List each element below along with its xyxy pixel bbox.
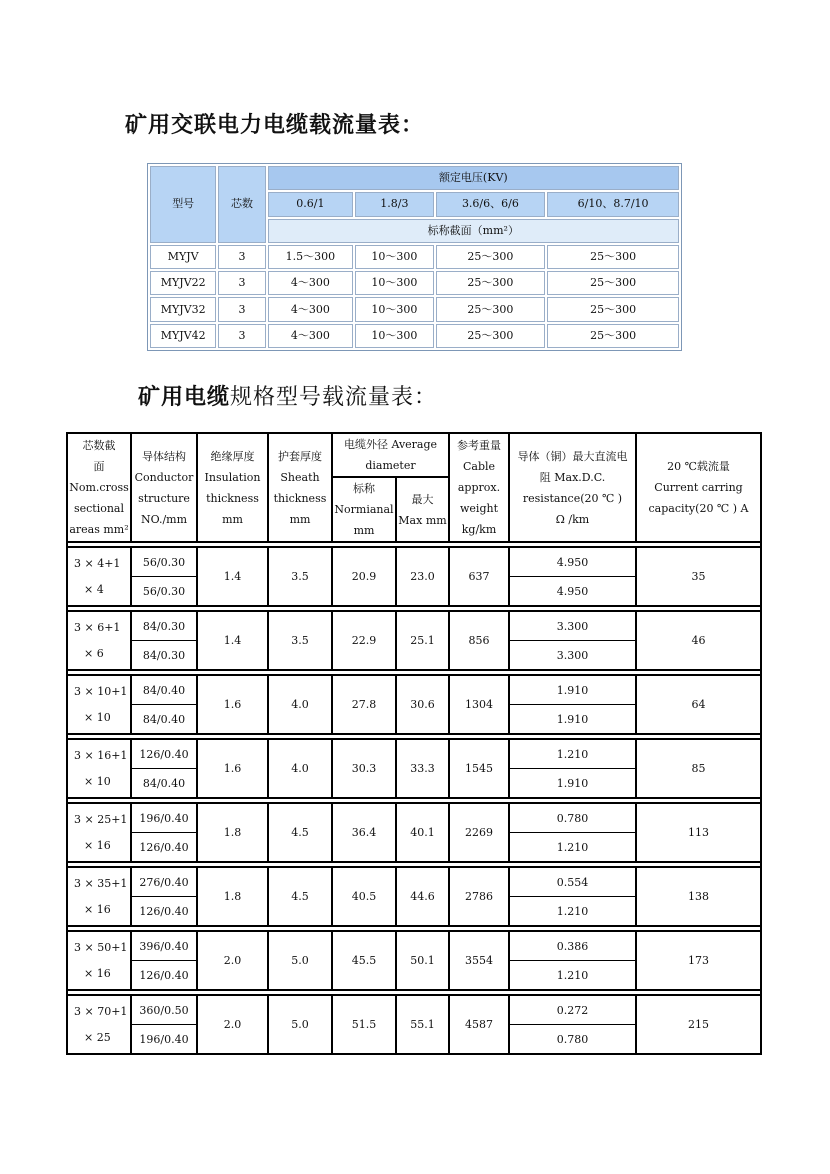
- header-line: 20 ℃载流量: [667, 460, 730, 473]
- header-line: Current carring: [654, 481, 743, 494]
- header-insulation: [198, 434, 269, 543]
- spec-cell: [68, 612, 132, 671]
- capacity-cell: 138: [637, 868, 760, 927]
- conductor-cell: 84/0.40: [132, 676, 198, 705]
- header-line: diameter: [365, 459, 416, 472]
- resistance-cell: 3.300: [510, 612, 637, 641]
- weight-cell: 856: [450, 612, 510, 671]
- nominal-cell: 45.5: [333, 932, 397, 991]
- header-lines: [132, 446, 196, 530]
- header-weight: [450, 434, 510, 543]
- resistance-cell: 0.780: [510, 1025, 637, 1053]
- resistance-cell: 1.210: [510, 740, 637, 769]
- header-line: 阻 Max.D.C.: [539, 470, 606, 484]
- resistance-cell: 0.554: [510, 868, 637, 897]
- weight-cell: 2269: [450, 804, 510, 863]
- header-lines: [333, 478, 395, 541]
- sheath-cell: 4.0: [269, 740, 333, 799]
- max-cell: 44.6: [397, 868, 450, 927]
- cores-cell: 3: [218, 324, 265, 348]
- sheath-cell: 4.0: [269, 676, 333, 735]
- spec-line: 3 × 10+1: [74, 684, 128, 698]
- header-line: 电缆外径 Average: [343, 438, 438, 451]
- range-cell: 25～300: [547, 324, 679, 348]
- conductor-cell: 84/0.30: [132, 612, 198, 641]
- resistance-cell: 1.210: [510, 897, 637, 927]
- weight-cell: 1545: [450, 740, 510, 799]
- weight-cell: 637: [450, 548, 510, 607]
- sheath-cell: 4.5: [269, 868, 333, 927]
- current-capacity-table-xlpe: [147, 163, 682, 351]
- resistance-cell: 3.300: [510, 641, 637, 671]
- spec-cell: [68, 932, 132, 991]
- sheath-cell: 5.0: [269, 996, 333, 1053]
- table-row: [68, 676, 760, 705]
- resistance-cell: 1.210: [510, 961, 637, 991]
- spec-line: 3 × 4+1: [74, 556, 121, 570]
- range-cell: 10～300: [355, 297, 433, 321]
- voltage-header: 6/10、8.7/10: [547, 192, 679, 216]
- resistance-cell: 1.210: [510, 833, 637, 863]
- header-cores: 芯数: [218, 166, 265, 243]
- header-lines: [68, 435, 130, 540]
- range-cell: 25～300: [547, 297, 679, 321]
- header-line: 面: [93, 460, 105, 473]
- spec-cell: [68, 804, 132, 863]
- conductor-cell: 126/0.40: [132, 833, 198, 863]
- resistance-cell: 4.950: [510, 577, 637, 607]
- voltage-header: 3.6/6、6/6: [436, 192, 546, 216]
- header-line: Nom.cross: [69, 481, 129, 494]
- model-cell: MYJV32: [150, 297, 216, 321]
- table-row: [150, 297, 679, 321]
- header-line: 最大: [411, 492, 434, 506]
- header-sheath: [269, 434, 333, 543]
- spec-line: 3 × 50+1: [74, 940, 128, 954]
- header-line: thickness: [273, 491, 327, 505]
- spec-line: × 25: [84, 1030, 111, 1044]
- table-row: [150, 245, 679, 269]
- header-line: thickness: [206, 491, 259, 505]
- spec-cell: [68, 548, 132, 607]
- header-max: [397, 478, 450, 543]
- range-cell: 1.5～300: [268, 245, 353, 269]
- conductor-cell: 84/0.40: [132, 769, 198, 799]
- header-line: NO./mm: [140, 512, 188, 526]
- conductor-cell: 196/0.40: [132, 1025, 198, 1053]
- capacity-cell: 35: [637, 548, 760, 607]
- header-line: Ω /km: [555, 512, 590, 526]
- nominal-cell: 36.4: [333, 804, 397, 863]
- insulation-cell: 1.4: [198, 548, 269, 607]
- voltage-header: 1.8/3: [355, 192, 433, 216]
- header-lines: [510, 446, 635, 530]
- header-line: sectional: [73, 502, 125, 515]
- spec-line: × 16: [84, 838, 111, 852]
- header-lines: [198, 446, 267, 530]
- capacity-cell: 215: [688, 1018, 709, 1031]
- insulation-cell: 2.0: [198, 932, 269, 991]
- cores-cell: 3: [218, 271, 265, 295]
- table-row: [68, 932, 760, 961]
- table-row: [68, 868, 760, 897]
- table-row: [68, 740, 760, 769]
- sheath-cell: 5.0: [269, 932, 333, 991]
- header-line: mm: [222, 512, 243, 526]
- spec-line: 3 × 6+1: [74, 620, 121, 634]
- range-cell: 4～300: [268, 271, 353, 295]
- header-line: Insulation: [204, 470, 261, 484]
- conductor-cell: 276/0.40: [132, 868, 198, 897]
- header-line: resistance(20 ℃ ): [522, 491, 623, 505]
- resistance-cell: 0.386: [510, 932, 637, 961]
- conductor-cell: 196/0.40: [132, 804, 198, 833]
- header-line: mm: [289, 512, 311, 526]
- header-line: Conductor: [134, 470, 194, 484]
- max-cell: 40.1: [397, 804, 450, 863]
- spec-line: × 10: [84, 710, 111, 724]
- sheath-cell: 3.5: [269, 548, 333, 607]
- nominal-cell: 20.9: [333, 548, 397, 607]
- header-line: 参考重量: [457, 439, 501, 452]
- weight-cell: 3554: [450, 932, 510, 991]
- header-section: 标称截面（mm²）: [268, 219, 679, 243]
- insulation-cell: 1.6: [198, 676, 269, 735]
- weight-cell: 4587: [450, 996, 510, 1053]
- spec-line: 3 × 35+1: [74, 876, 128, 890]
- table2-title: [138, 380, 437, 411]
- spec-cell: [68, 868, 132, 927]
- resistance-cell: 1.910: [510, 769, 637, 799]
- cable-spec-table: [66, 432, 762, 1055]
- header-line: mm: [353, 524, 375, 537]
- range-cell: 10～300: [355, 271, 433, 295]
- spec-line: × 4: [84, 582, 104, 596]
- conductor-cell: 56/0.30: [132, 548, 198, 577]
- header-line: Max mm: [398, 513, 447, 527]
- insulation-cell: 1.4: [198, 612, 269, 671]
- max-cell: 55.1: [397, 996, 450, 1053]
- conductor-cell: 360/0.50: [132, 996, 198, 1025]
- spec-line: × 16: [84, 966, 111, 980]
- resistance-cell: 0.272: [510, 996, 637, 1025]
- header-line: 芯数截: [82, 439, 116, 452]
- capacity-cell: 113: [637, 804, 760, 863]
- spec-line: 3 × 70+1: [74, 1004, 128, 1018]
- resistance-cell: 4.950: [510, 548, 637, 577]
- header-line: weight: [460, 502, 498, 515]
- header-lines: [397, 489, 448, 531]
- header-area: [68, 434, 132, 543]
- spec-line: 3 × 25+1: [74, 812, 128, 826]
- header-line: 绝缘厚度: [210, 449, 255, 463]
- resistance-cell: 1.910: [510, 705, 637, 735]
- insulation-cell: 1.8: [198, 804, 269, 863]
- voltage-header: 0.6/1: [268, 192, 353, 216]
- max-cell: 25.1: [397, 612, 450, 671]
- nominal-cell: 40.5: [333, 868, 397, 927]
- model-cell: MYJV22: [150, 271, 216, 295]
- cores-cell: 3: [218, 245, 265, 269]
- resistance-cell: 0.780: [510, 804, 637, 833]
- nominal-cell: 51.5: [333, 996, 397, 1053]
- model-cell: MYJV42: [150, 324, 216, 348]
- header-line: Normianal: [334, 503, 394, 516]
- header-line: Sheath: [280, 470, 320, 484]
- table-row: [68, 804, 760, 833]
- max-cell: 30.6: [397, 676, 450, 735]
- range-cell: 25～300: [547, 271, 679, 295]
- header-model: 型号: [150, 166, 216, 243]
- insulation-cell: 1.6: [198, 740, 269, 799]
- spec-cell: [68, 676, 132, 735]
- model-cell: MYJV: [150, 245, 216, 269]
- range-cell: 10～300: [355, 245, 433, 269]
- max-cell: 33.3: [397, 740, 450, 799]
- spec-cell: [68, 740, 132, 799]
- header-line: approx.: [457, 481, 501, 494]
- range-cell: 25～300: [436, 297, 546, 321]
- conductor-cell: 56/0.30: [132, 577, 198, 607]
- weight-cell: 2786: [450, 868, 510, 927]
- sheath-cell: 4.5: [269, 804, 333, 863]
- capacity-cell: 46: [637, 612, 760, 671]
- range-cell: 4～300: [268, 297, 353, 321]
- capacity-cell: 85: [637, 740, 760, 799]
- header-line: capacity(20 ℃ ) A: [648, 502, 749, 515]
- conductor-cell: 84/0.30: [132, 641, 198, 671]
- header-diameter: [333, 434, 450, 478]
- capacity-cell: 173: [637, 932, 760, 991]
- resistance-cell: 1.910: [510, 676, 637, 705]
- header-lines: [269, 446, 331, 530]
- table-row: [150, 271, 679, 295]
- nominal-cell: 22.9: [333, 612, 397, 671]
- conductor-cell: 126/0.40: [132, 961, 198, 991]
- spec-line: × 16: [84, 902, 111, 916]
- table1-title: 矿用交联电力电缆载流量表：: [125, 113, 425, 138]
- header-resistance: [510, 434, 637, 543]
- conductor-cell: 126/0.40: [132, 740, 198, 769]
- spec-line: × 6: [84, 646, 104, 660]
- range-cell: 4～300: [268, 324, 353, 348]
- header-line: Cable: [462, 460, 496, 473]
- conductor-cell: 126/0.40: [132, 897, 198, 927]
- nominal-cell: 27.8: [333, 676, 397, 735]
- nominal-cell: 30.3: [333, 740, 397, 799]
- table-row: [68, 612, 760, 641]
- header-lines: [450, 435, 508, 540]
- header-conductor: [132, 434, 198, 543]
- range-cell: 10～300: [355, 324, 433, 348]
- header-lines: [333, 434, 448, 476]
- conductor-cell: 84/0.40: [132, 705, 198, 735]
- insulation-cell: 2.0: [198, 996, 269, 1053]
- max-cell: 23.0: [397, 548, 450, 607]
- sheath-cell: 3.5: [269, 612, 333, 671]
- header-nominal: [333, 478, 397, 543]
- header-line: structure: [138, 491, 190, 505]
- table2-title-rest: 规格型号载流量表：: [230, 385, 438, 410]
- header-line: kg/km: [461, 523, 497, 536]
- range-cell: 25～300: [436, 271, 546, 295]
- spec-cell: [68, 996, 132, 1053]
- spec-line: 3 × 16+1: [74, 748, 128, 762]
- capacity-cell: 64: [637, 676, 760, 735]
- header-line: 护套厚度: [278, 449, 322, 463]
- insulation-cell: 1.8: [198, 868, 269, 927]
- table-row: [68, 548, 760, 577]
- weight-cell: 1304: [450, 676, 510, 735]
- header-line: 标称: [353, 482, 375, 495]
- range-cell: 25～300: [547, 245, 679, 269]
- max-cell: 50.1: [397, 932, 450, 991]
- cores-cell: 3: [218, 297, 265, 321]
- header-rated-voltage: 额定电压(KV): [268, 166, 679, 190]
- header-line: areas mm²: [69, 523, 129, 536]
- spec-line: × 10: [84, 774, 111, 788]
- table-row: [68, 996, 760, 1025]
- range-cell: 25～300: [436, 324, 546, 348]
- table-row: [150, 324, 679, 348]
- header-line: 导体结构: [142, 449, 186, 463]
- table2-title-bold: 矿用电缆: [138, 385, 231, 410]
- range-cell: 25～300: [436, 245, 546, 269]
- conductor-cell: 396/0.40: [132, 932, 198, 961]
- header-capacity: [637, 434, 760, 543]
- header-lines: [637, 456, 760, 519]
- header-line: 导体（铜）最大直流电: [517, 449, 628, 463]
